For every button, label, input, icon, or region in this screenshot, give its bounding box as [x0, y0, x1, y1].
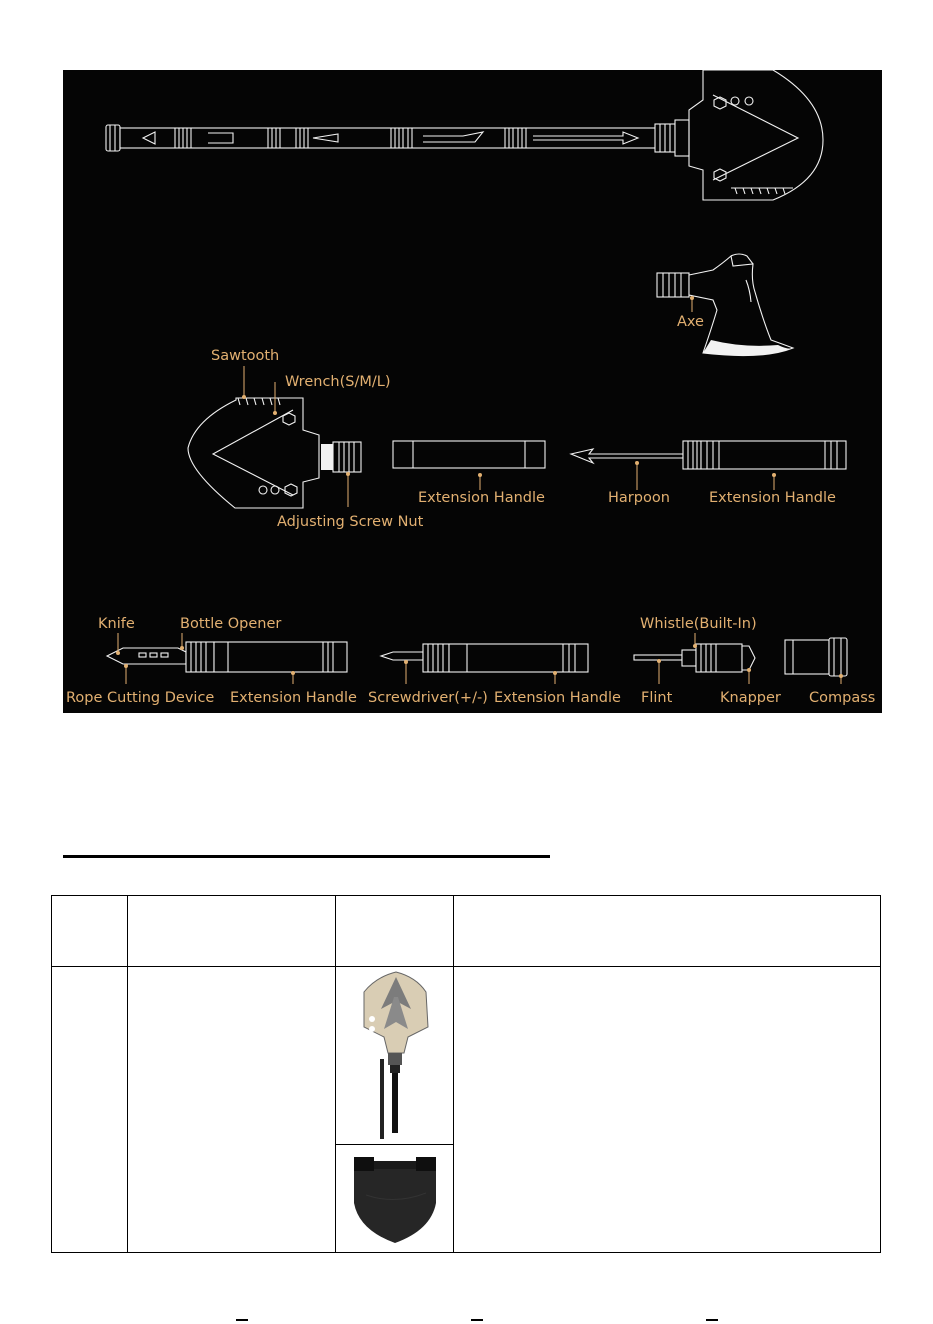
label-knapper-text: Knapper	[720, 690, 781, 706]
assembled-shovel	[106, 70, 823, 200]
header-cell-1	[52, 896, 128, 967]
label-knife-text: Knife	[98, 616, 135, 632]
label-wrench-text: Wrench(S/M/L)	[285, 374, 391, 390]
footer-tick	[471, 1319, 483, 1321]
label-rope-cutting-text: Rope Cutting Device	[66, 690, 215, 706]
header-cell-4	[454, 896, 881, 967]
label-whistle-text: Whistle(Built-In)	[640, 616, 757, 632]
footer-tick	[706, 1319, 718, 1321]
label-extension-handle-3-text: Extension Handle	[230, 690, 357, 706]
label-sawtooth-text: Sawtooth	[211, 348, 280, 364]
label-axe	[677, 296, 704, 330]
footer-tick	[236, 1319, 248, 1321]
pouch-photo	[336, 1145, 454, 1247]
label-harpoon-text: Harpoon	[608, 490, 670, 506]
axe-drawing	[657, 254, 793, 356]
label-extension-handle-4-text: Extension Handle	[494, 690, 621, 706]
label-adjusting-nut-text: Adjusting Screw Nut	[277, 514, 424, 530]
label-flint-text: Flint	[641, 690, 673, 706]
label-sawtooth	[211, 348, 279, 399]
row-cell-2	[128, 967, 336, 1253]
shovel-photo-cell	[336, 967, 454, 1145]
row-cell-1	[52, 967, 128, 1253]
label-adjusting-screw-nut	[277, 472, 424, 530]
label-compass-text: Compass	[809, 690, 876, 706]
label-axe-text: Axe	[677, 314, 704, 330]
diagram-svg	[63, 70, 882, 713]
label-screwdriver-text: Screwdriver(+/-)	[368, 690, 488, 706]
compass-drawing	[785, 638, 847, 676]
label-bottle-opener-text: Bottle Opener	[180, 616, 282, 632]
screwdriver-drawing	[381, 644, 588, 672]
header-cell-2	[128, 896, 336, 967]
label-extension-handle-2-text: Extension Handle	[709, 490, 836, 506]
page-footer-marks	[0, 1318, 933, 1324]
label-whistle	[640, 616, 757, 648]
shovel-photo	[336, 967, 454, 1139]
spec-table	[51, 895, 881, 1253]
header-cell-3	[336, 896, 454, 967]
label-extension-handle-1-text: Extension Handle	[418, 490, 545, 506]
pouch-photo-cell	[336, 1145, 454, 1253]
label-flint	[641, 659, 673, 706]
label-extension-handle-2	[709, 473, 836, 506]
knife-handle-drawing	[107, 642, 347, 672]
flint-whistle-drawing	[634, 644, 755, 672]
harpoon-drawing	[571, 441, 846, 469]
label-extension-handle-4	[494, 671, 621, 706]
product-diagram	[63, 70, 882, 713]
extension-handle-middle	[393, 441, 545, 468]
table-row	[52, 967, 881, 1145]
table-header-row	[52, 896, 881, 967]
label-knapper	[720, 668, 781, 706]
label-extension-handle-3	[230, 671, 357, 706]
section-heading-underline	[63, 855, 550, 858]
label-harpoon	[608, 461, 670, 506]
label-knife	[98, 616, 135, 655]
label-compass	[809, 674, 875, 706]
row-cell-description	[454, 967, 881, 1253]
label-extension-handle-1	[418, 473, 545, 506]
label-wrench	[273, 374, 390, 415]
